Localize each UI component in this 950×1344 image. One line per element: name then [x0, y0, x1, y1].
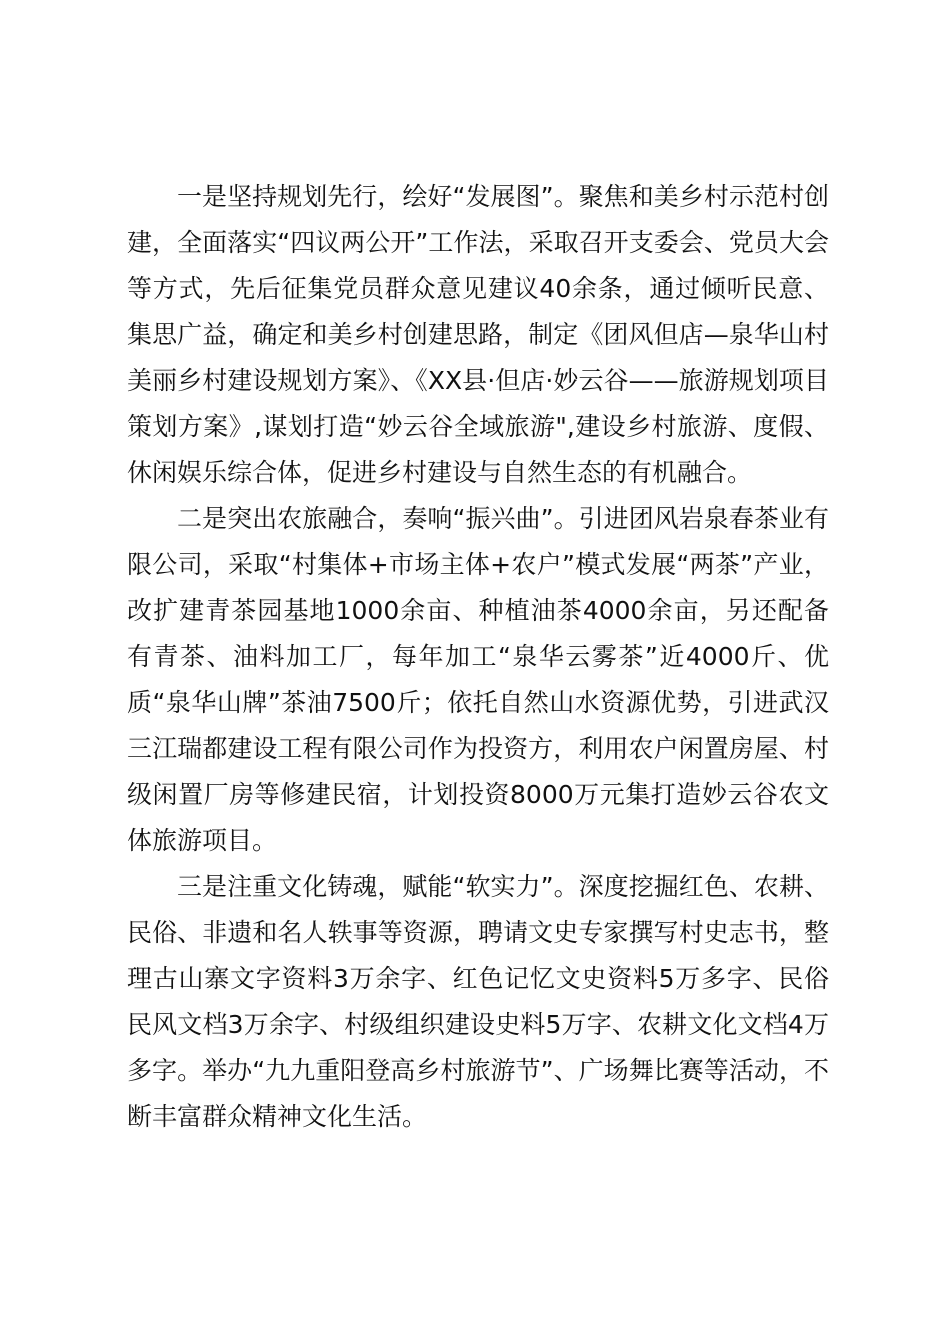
paragraph-planning: 一是坚持规划先行，绘好“发展图”。聚焦和美乡村示范村创建，全面落实“四议两公开”工作法，采取召开支委会、党员大会等方式，先后征集党员群众意见建议40余条，通过倾听民意、集思广益，确定和美乡村创建思路，制定《团风但店—泉华山村美丽乡村建设规划方案》、《XX县·但店·妙云谷——旅游规划项目策划方案》,谋划打造“妙云谷全域旅游",建设乡村旅游、度假、休闲娱乐综合体，促进乡村建设与自然生态的有机融合。 [127, 182, 829, 487]
document-body [127, 174, 829, 1140]
paragraph-agri-tourism: 二是突出农旅融合，奏响“振兴曲”。引进团风岩泉春茶业有限公司，采取“村集体+市场主体+农户”模式发展“两茶”产业，改扩建青茶园基地1000余亩、种植油茶4000余亩，另还配备有青茶、油料加工厂，每年加工“泉华云雾茶”近4000斤、优质“泉华山牌”茶油7500斤；依托自然山水资源优势，引进武汉三江瑞都建设工程有限公司作为投资方，利用农户闲置房屋、村级闲置厂房等修建民宿，计划投资8000万元集打造妙云谷农文体旅游项目。 [127, 504, 829, 855]
paragraph-culture: 三是注重文化铸魂，赋能“软实力”。深度挖掘红色、农耕、民俗、非遗和名人轶事等资源，聘请文史专家撰写村史志书，整理古山寨文字资料3万余字、红色记忆文史资料5万多字、民俗民风文档3万余字、村级组织建设史料5万字、农耕文化文档4万多字。举办“九九重阳登高乡村旅游节”、广场舞比赛等活动，不断丰富群众精神文化生活。 [127, 872, 829, 1131]
